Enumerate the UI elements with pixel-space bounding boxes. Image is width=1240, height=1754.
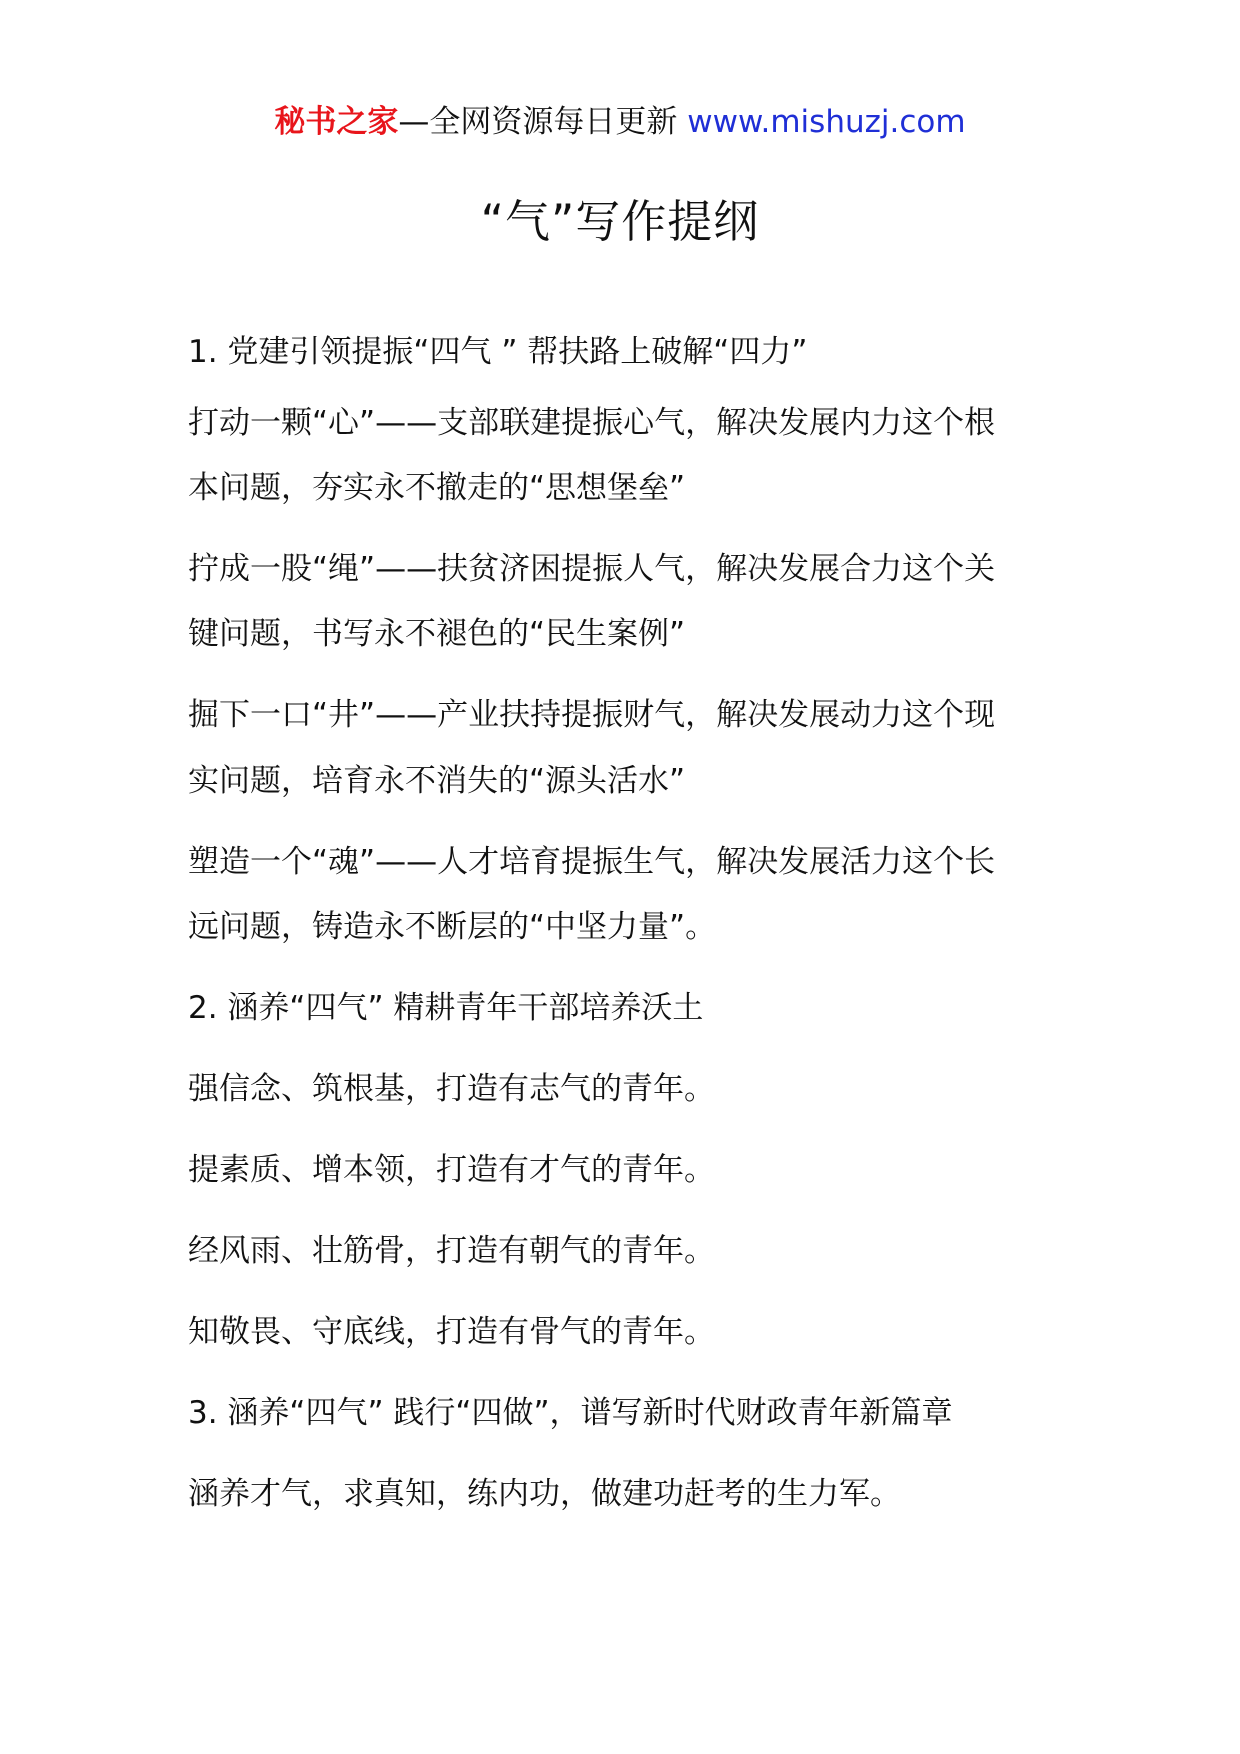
brand-name: 秘书之家: [274, 104, 399, 140]
paragraph-line: 塑造一个“魂”——人才培育提振生气，解决发展活力这个长: [188, 844, 996, 880]
paragraph-line: 远问题，铸造永不断层的“中坚力量”。: [188, 909, 717, 945]
paragraph-line: 知敬畏、守底线，打造有骨气的青年。: [188, 1314, 715, 1350]
document-title: “气”写作提纲: [480, 195, 760, 248]
paragraph-line: 本问题，夯实永不撤走的“思想堡垒”: [188, 470, 686, 506]
section-heading-3: 3. 涵养“四气” 践行“四做”，谱写新时代财政青年新篇章: [188, 1395, 953, 1431]
paragraph-line: 涵养才气，求真知，练内功，做建功赶考的生力军。: [188, 1476, 901, 1512]
paragraph-line: 经风雨、壮筋骨，打造有朝气的青年。: [188, 1233, 715, 1269]
site-url-link[interactable]: www.mishuzj.com: [687, 104, 966, 140]
paragraph-line: 强信念、筑根基，打造有志气的青年。: [188, 1071, 715, 1107]
site-header: [0, 100, 1240, 144]
paragraph-line: 键问题，书写永不褪色的“民生案例”: [188, 616, 686, 652]
paragraph-line: 提素质、增本领，打造有才气的青年。: [188, 1152, 715, 1188]
paragraph-line: 掘下一口“井”——产业扶持提振财气，解决发展动力这个现: [188, 697, 996, 733]
paragraph-line: 实问题，培育永不消失的“源头活水”: [188, 763, 686, 799]
paragraph-line: 打动一颗“心”——支部联建提振心气，解决发展内力这个根: [188, 405, 996, 441]
paragraph-line: 拧成一股“绳”——扶贫济困提振人气，解决发展合力这个关: [188, 551, 996, 587]
section-heading-2: 2. 涵养“四气” 精耕青年干部培养沃土: [188, 990, 704, 1026]
header-tagline: —全网资源每日更新: [398, 104, 688, 140]
section-heading-1: 1. 党建引领提振“四气 ” 帮扶路上破解“四力”: [188, 334, 808, 370]
